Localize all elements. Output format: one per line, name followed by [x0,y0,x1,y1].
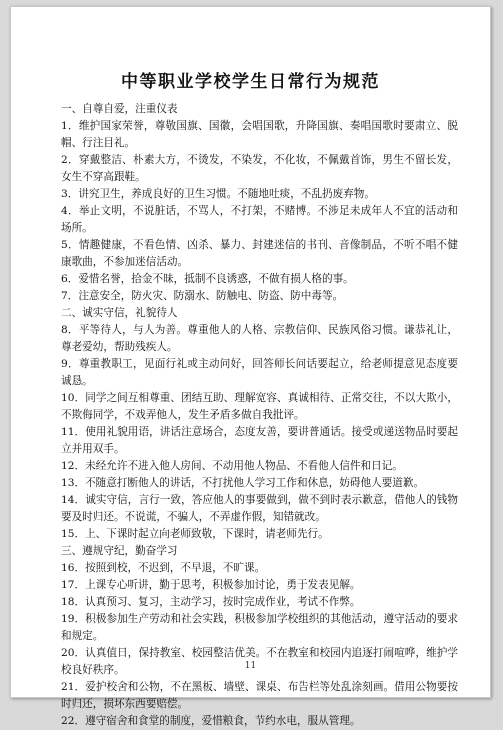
rule-item: 11．使用礼貌用语，讲话注意场合，态度友善，要讲普通话。接受或递送物品时要起立并用双手。 [61,426,458,455]
rule-item: 19．积极参加生产劳动和社会实践，积极参加学校组织的其他活动，遵守活动的要求和规定。 [61,613,458,642]
rule-item: 18．认真预习、复习，主动学习，按时完成作业，考试不作弊。 [61,596,361,608]
rule-item: 12．未经允许不进入他人房间、不动用他人物品、不看他人信件和日记。 [61,460,403,472]
rule-item: 14．诚实守信，言行一致，答应他人的事要做到，做不到时表示歉意，借他人的钱物要及时归还。不说谎，不骗人，不弄虚作假，知错就改。 [61,494,458,523]
rule-item: 15．上、下课时起立向老师致敬，下课时，请老师先行。 [61,528,329,540]
rule-item: 1．维护国家荣誉，尊敬国旗、国徽，会唱国歌，升降国旗、奏唱国歌时要肃立、脱帽、行注目礼。 [61,120,458,149]
section-heading-2: 二、诚实守信，礼貌待人 [61,307,178,319]
rule-item: 10．同学之间互相尊重、团结互助、理解宽容、真诚相待、正常交往，不以大欺小，不欺侮同学，不戏弄他人，发生矛盾多做自我批评。 [61,392,458,421]
rule-item: 9．尊重教职工，见面行礼或主动问好，回答师长问话要起立，给老师提意见态度要诚恳。 [61,358,458,387]
rule-item: 20．认真值日，保持教室、校园整洁优美。不在教室和校园内追逐打闹喧哗，维护学校良好秩序。 [61,647,458,676]
section-heading-1: 一、自尊自爱，注重仪表 [61,103,178,115]
document-page [10,6,491,727]
rule-item: 2．穿戴整洁、朴素大方，不烫发，不染发，不化妆，不佩戴首饰，男生不留长发，女生不穿高跟鞋。 [61,154,458,183]
rule-item: 5．情趣健康，不看色情、凶杀、暴力、封建迷信的书刊、音像制品，不听不唱不健康歌曲，不参加迷信活动。 [61,239,458,268]
rule-item: 16．按照到校，不迟到，不早退，不旷课。 [61,562,266,574]
page-title: 中等职业学校学生日常行为规范 [121,72,380,92]
rule-item: 7．注意安全，防火灾、防溺水、防触电、防盗、防中毒等。 [61,290,344,302]
rule-item: 21．爱护校舍和公物，不在黑板、墙壁、课桌、布告栏等处乱涂刻画。借用公物要按时归还，损坏东西要赔偿。 [61,681,458,710]
rule-item: 17．上课专心听讲，勤于思考，积极参加讨论，勇于发表见解。 [61,579,361,591]
page-number: 11 [244,661,257,671]
rule-item: 6．爱惜名誉，拾金不昧，抵制不良诱惑，不做有损人格的事。 [61,273,354,285]
rule-item: 22．遵守宿舍和食堂的制度，爱惜粮食，节约水电，服从管理。 [61,715,361,727]
rule-item: 4．举止文明，不说脏话，不骂人，不打架，不赌博。不涉足未成年人不宜的活动和场所。 [61,205,458,234]
section-heading-3: 三、遵规守纪，勤奋学习 [61,545,178,557]
document-body [61,101,458,730]
rule-item: 3．讲究卫生，养成良好的卫生习惯。不随地吐痰，不乱扔废弃物。 [61,188,375,200]
rule-item: 8．平等待人，与人为善。尊重他人的人格、宗教信仰、民族风俗习惯。谦恭礼让，尊老爱幼，帮助残疾人。 [61,324,458,353]
rule-item: 13．不随意打断他人的讲话，不打扰他人学习工作和休息，妨碍他人要道歉。 [61,477,425,489]
